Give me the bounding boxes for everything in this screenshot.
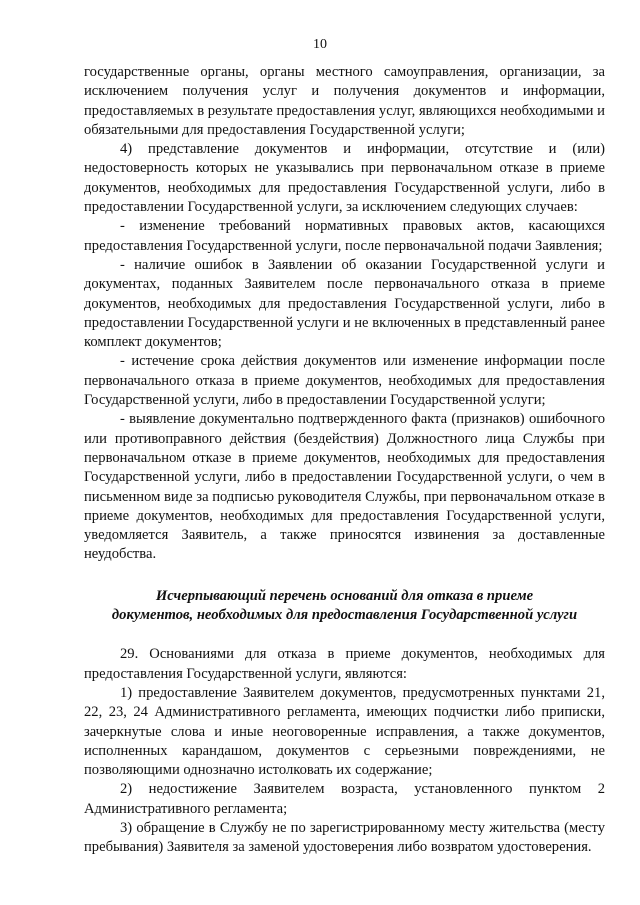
paragraph-case-1: - изменение требований нормативных правовых актов, касающихся предоставления Государственной услуги, после первоначальной подачи Заявления; [84, 218, 605, 254]
section-heading-line-1: Исчерпывающий перечень оснований для отказа в приеме [155, 587, 534, 604]
paragraph-case-4: - выявление документально подтвержденного факта (признаков) ошибочного или противоправного действия (бездействия) Должностного лица Службы при первоначальном отказе в приеме документов, необходимых для предоставления Государственной услуги, либо в предоставлении Государственной услуги, о чем в письменном виде за подписью руководителя Службы, при первоначальном отказе в приеме документов, необходимых для предоставления Государственной услуги, уведомляется Заявитель, а также приносятся извинения за доставленные неудобства. [84, 411, 605, 563]
paragraph-item-4: 4) представление документов и информации, отсутствие и (или) недостоверность которых не указывались при первоначальном отказе в приеме документов, необходимых для предоставления Государственной услуги, либо в предоставлении Государственной услуги, за исключением следующих случаев: [84, 141, 605, 216]
paragraph-ground-1: 1) предоставление Заявителем документов, предусмотренных пунктами 21, 22, 23, 24 Административного регламента, имеющих подчистки либо приписки, зачеркнутые слова и иные неоговоренные исправления, а также документов, исполненных карандашом, документов с серьезными повреждениями, не позволяющими однозначно истолковать их содержание; [84, 684, 605, 779]
paragraph-ground-2: 2) недостижение Заявителем возраста, установленного пунктом 2 Административного регламента; [84, 781, 605, 817]
section-heading-line-2: документов, необходимых для предоставления Государственной услуги [111, 607, 578, 624]
paragraph-ground-3: 3) обращение в Службу не по зарегистрированному месту жительства (месту пребывания) Заявителя за заменой удостоверения либо возвратом удостоверения. [84, 819, 605, 856]
document-body [84, 63, 605, 858]
section-heading [84, 587, 605, 626]
page-number: 10 [313, 37, 327, 52]
paragraph-continuation: государственные органы, органы местного самоуправления, организации, за исключением получения услуг и получения документов и информации, предоставляемых в результате предоставления услуг, являющихся необходимыми и обязательными для предоставления Государственной услуги; [84, 64, 605, 138]
paragraph-item-29: 29. Основаниями для отказа в приеме документов, необходимых для предоставления Государственной услуги, являются: [84, 646, 605, 682]
paragraph-case-3: - истечение срока действия документов или изменение информации после первоначального отказа в приеме документов, необходимых для предоставления Государственной услуги, либо в предоставлении Государственной услуги; [84, 353, 605, 409]
paragraph-case-2: - наличие ошибок в Заявлении об оказании Государственной услуги и документах, поданных Заявителем после первоначального отказа в приеме документов, необходимых для предоставления Государственной услуги, либо в предоставлении Государственной услуги и не включенных в представленный ранее комплект документов; [84, 256, 605, 351]
